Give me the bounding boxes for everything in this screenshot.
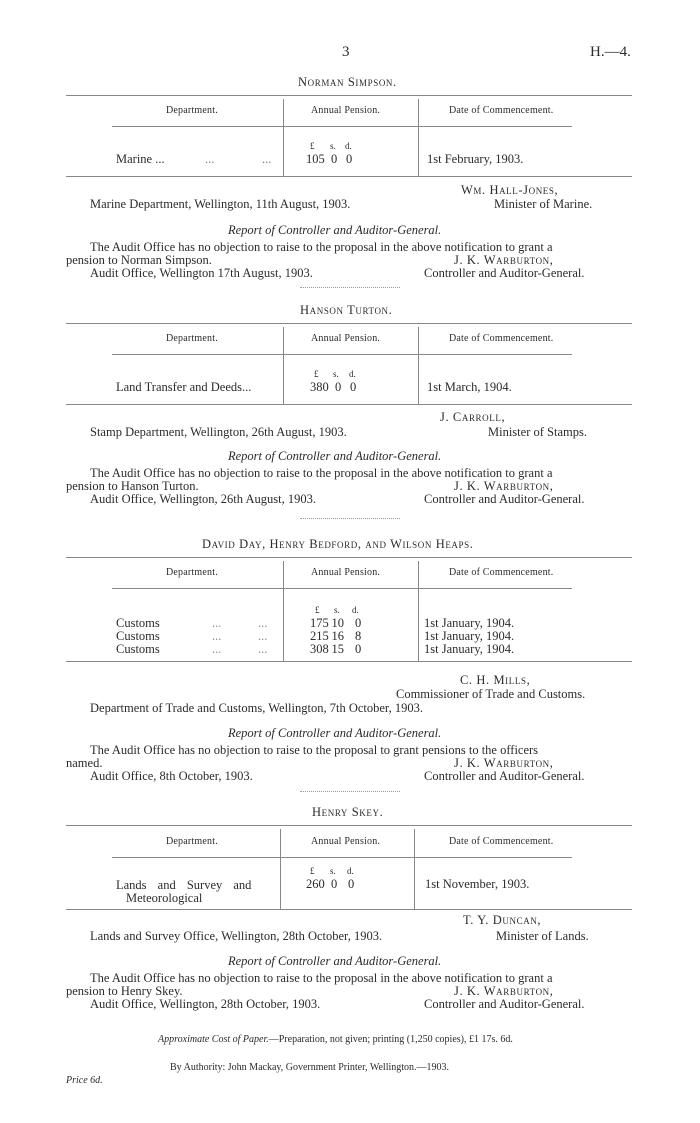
- signatory-name: T. Y. Duncan,: [463, 913, 542, 927]
- report-text: named.: [66, 756, 103, 770]
- printer-authority: By Authority: John Mackay, Government Printer, Wellington.—1903.: [170, 1062, 450, 1073]
- signatory-title: Commissioner of Trade and Customs.: [396, 687, 586, 701]
- report-text: pension to Norman Simpson.: [66, 253, 212, 267]
- pence-symbol: d.: [345, 141, 352, 151]
- shillings-symbol: s.: [334, 605, 340, 615]
- column-header-pension: Annual Pension.: [311, 567, 381, 578]
- pension-shillings: 0: [331, 152, 338, 166]
- table-top-rule: [66, 95, 632, 96]
- shillings-symbol: s.: [330, 866, 336, 876]
- column-header-commencement: Date of Commencement.: [449, 105, 554, 116]
- dot-leader: ...: [205, 152, 215, 166]
- pounds-symbol: £: [314, 369, 319, 379]
- document-reference: H.—4.: [590, 44, 631, 60]
- pension-pence: 0: [348, 877, 355, 891]
- report-heading: Report of Controller and Auditor-General.: [228, 954, 442, 968]
- dot-leader: ...: [258, 616, 268, 630]
- report-heading: Report of Controller and Auditor-General.: [228, 449, 442, 463]
- section-separator: [300, 287, 400, 288]
- column-header-department: Department.: [166, 836, 218, 847]
- pension-pounds: 105: [306, 152, 325, 166]
- report-heading: Report of Controller and Auditor-General.: [228, 223, 442, 237]
- dot-leader: ...: [212, 642, 222, 656]
- printing-cost-text: —Preparation, not given; printing (1,250 copies), £1 17s. 6d.: [268, 1034, 513, 1045]
- shillings-symbol: s.: [330, 141, 336, 151]
- signatory-title: Minister of Marine.: [494, 197, 593, 211]
- column-header-commencement: Date of Commencement.: [449, 836, 554, 847]
- dot-leader: ...: [155, 152, 165, 166]
- table-bottom-rule: [66, 909, 632, 910]
- column-header-commencement: Date of Commencement.: [449, 567, 554, 578]
- pension-pounds: 175: [310, 616, 329, 630]
- auditor-title: Controller and Auditor-General.: [424, 492, 585, 506]
- auditor-name: J. K. Warburton,: [454, 479, 554, 493]
- report-text: The Audit Office has no objection to raise to the proposal in the above notification to grant a: [90, 971, 553, 985]
- audit-place-date: Audit Office, Wellington 17th August, 1903.: [90, 266, 313, 280]
- pounds-symbol: £: [315, 605, 320, 615]
- pension-pence: 8: [355, 629, 362, 643]
- department-name: Marine: [116, 152, 153, 166]
- table-bottom-rule: [66, 404, 632, 405]
- auditor-title: Controller and Auditor-General.: [424, 769, 585, 783]
- column-header-department: Department.: [166, 333, 218, 344]
- pension-shillings: 0: [335, 380, 342, 394]
- section-separator: [300, 518, 400, 519]
- column-header-pension: Annual Pension.: [311, 105, 381, 116]
- header-rule: [112, 588, 572, 589]
- column-divider: [283, 327, 284, 404]
- commencement-date: 1st January, 1904.: [424, 629, 515, 643]
- dot-leader: ...: [262, 152, 272, 166]
- pension-shillings: 0: [331, 877, 338, 891]
- column-divider: [414, 829, 415, 909]
- dot-leader: ...: [212, 629, 222, 643]
- pension-shillings: 15: [331, 642, 344, 656]
- shillings-symbol: s.: [333, 369, 339, 379]
- department-name: Customs: [116, 629, 160, 643]
- table-row-department: [116, 152, 165, 167]
- pension-pence: 0: [355, 642, 362, 656]
- pounds-symbol: £: [310, 866, 315, 876]
- signatory-name: C. H. Mills,: [460, 673, 531, 687]
- pension-shillings: 10: [331, 616, 344, 630]
- report-text: pension to Henry Skey.: [66, 984, 183, 998]
- section-separator: [300, 791, 400, 792]
- place-date: Lands and Survey Office, Wellington, 28th October, 1903.: [90, 929, 383, 943]
- signatory-title: Minister of Stamps.: [488, 425, 587, 439]
- column-header-pension: Annual Pension.: [311, 333, 381, 344]
- pension-pence: 0: [346, 152, 353, 166]
- section-title: Henry Skey.: [312, 805, 384, 819]
- place-date: Stamp Department, Wellington, 26th August, 1903.: [90, 425, 347, 439]
- column-divider: [418, 99, 419, 176]
- column-divider: [418, 561, 419, 661]
- auditor-name: J. K. Warburton,: [454, 253, 554, 267]
- printing-cost-note: [158, 1034, 513, 1045]
- column-divider: [280, 829, 281, 909]
- pension-pounds: 380: [310, 380, 329, 394]
- pension-shillings: 16: [331, 629, 344, 643]
- commencement-date: 1st November, 1903.: [425, 877, 530, 891]
- report-text: pension to Hanson Turton.: [66, 479, 199, 493]
- audit-place-date: Audit Office, 8th October, 1903.: [90, 769, 253, 783]
- commencement-date: 1st January, 1904.: [424, 642, 515, 656]
- pension-pounds: 215: [310, 629, 329, 643]
- pension-pounds: 260: [306, 877, 325, 891]
- column-header-department: Department.: [166, 567, 218, 578]
- header-rule: [112, 857, 572, 858]
- column-divider: [418, 327, 419, 404]
- department-name: Lands and Survey and: [116, 878, 252, 892]
- column-divider: [283, 99, 284, 176]
- department-name: Land Transfer and Deeds: [116, 380, 243, 394]
- place-date: Department of Trade and Customs, Wellington, 7th October, 1903.: [90, 701, 423, 715]
- signatory-title: Minister of Lands.: [496, 929, 589, 943]
- table-top-rule: [66, 825, 632, 826]
- header-rule: [112, 126, 572, 127]
- pence-symbol: d.: [349, 369, 356, 379]
- price: Price 6d.: [66, 1075, 103, 1086]
- pension-pence: 0: [350, 380, 357, 394]
- auditor-name: J. K. Warburton,: [454, 984, 554, 998]
- column-divider: [283, 561, 284, 661]
- auditor-title: Controller and Auditor-General.: [424, 266, 585, 280]
- table-top-rule: [66, 323, 632, 324]
- signatory-name: Wm. Hall-Jones,: [461, 183, 559, 197]
- section-title: Hanson Turton.: [300, 303, 393, 317]
- report-text: The Audit Office has no objection to raise to the proposal in the above notification to grant a: [90, 240, 553, 254]
- pension-pounds: 308: [310, 642, 329, 656]
- commencement-date: 1st January, 1904.: [424, 616, 515, 630]
- audit-place-date: Audit Office, Wellington, 26th August, 1903.: [90, 492, 316, 506]
- dot-leader: ...: [258, 642, 268, 656]
- place-date: Marine Department, Wellington, 11th August, 1903.: [90, 197, 351, 211]
- commencement-date: 1st February, 1903.: [427, 152, 524, 166]
- report-text: The Audit Office has no objection to raise to the proposal to grant pensions to the officers: [90, 743, 539, 757]
- department-name-continued: Meteorological: [126, 891, 203, 905]
- column-header-commencement: Date of Commencement.: [449, 333, 554, 344]
- dot-leader: ...: [212, 616, 222, 630]
- pounds-symbol: £: [310, 141, 315, 151]
- header-rule: [112, 354, 572, 355]
- table-top-rule: [66, 557, 632, 558]
- department-name: Customs: [116, 642, 160, 656]
- commencement-date: 1st March, 1904.: [427, 380, 512, 394]
- section-title: Norman Simpson.: [298, 75, 397, 89]
- table-bottom-rule: [66, 176, 632, 177]
- pension-pence: 0: [355, 616, 362, 630]
- column-header-department: Department.: [166, 105, 218, 116]
- page-number: 3: [342, 44, 350, 60]
- report-heading: Report of Controller and Auditor-General.: [228, 726, 442, 740]
- auditor-name: J. K. Warburton,: [454, 756, 554, 770]
- dot-leader: ...: [242, 380, 252, 394]
- column-header-pension: Annual Pension.: [311, 836, 381, 847]
- department-name: Customs: [116, 616, 160, 630]
- section-title: David Day, Henry Bedford, and Wilson Heaps.: [202, 537, 474, 551]
- table-bottom-rule: [66, 661, 632, 662]
- signatory-name: J. Carroll,: [440, 410, 506, 424]
- pence-symbol: d.: [352, 605, 359, 615]
- audit-place-date: Audit Office, Wellington, 28th October, 1903.: [90, 997, 321, 1011]
- pence-symbol: d.: [347, 866, 354, 876]
- printing-cost-label: Approximate Cost of Paper.: [158, 1034, 269, 1045]
- report-text: The Audit Office has no objection to raise to the proposal in the above notification to grant a: [90, 466, 553, 480]
- auditor-title: Controller and Auditor-General.: [424, 997, 585, 1011]
- dot-leader: ...: [258, 629, 268, 643]
- table-row-department: [116, 380, 251, 395]
